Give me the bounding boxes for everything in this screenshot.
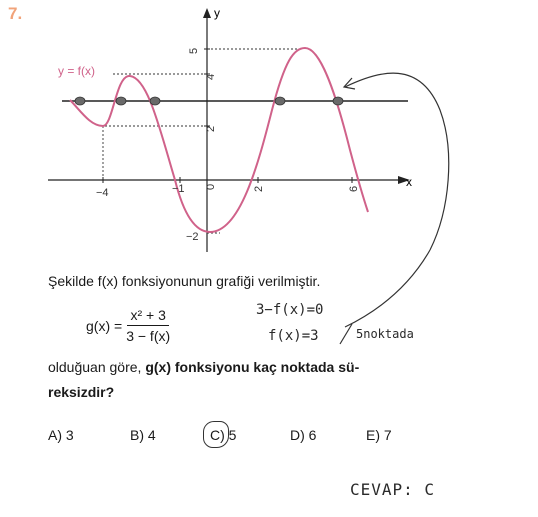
handwritten-note: 5noktada — [356, 327, 414, 341]
x-tick-0: 0 — [205, 183, 217, 190]
g-definition — [86, 307, 170, 344]
handwritten-slash — [336, 322, 356, 346]
y-tick-2: 2 — [205, 125, 217, 132]
x-tick-2: 2 — [253, 185, 265, 192]
x-tick-6: 6 — [348, 185, 360, 192]
y-tick-minus2: −2 — [186, 231, 199, 243]
g-fraction — [126, 307, 170, 344]
x-axis-label: x — [406, 175, 412, 189]
g-denominator: 3 − f(x) — [126, 328, 171, 344]
option-c[interactable]: C) 5 — [210, 427, 237, 443]
question-number: 7. — [8, 4, 23, 23]
prompt-line-1 — [48, 359, 359, 375]
g-numerator: x² + 3 — [127, 307, 168, 326]
handwritten-answer: CEVAP: C — [350, 480, 436, 499]
option-e[interactable]: E) 7 — [366, 427, 392, 443]
y-tick-5: 5 — [188, 47, 200, 54]
option-d[interactable]: D) 6 — [290, 427, 317, 443]
x-tick-minus4: −4 — [96, 187, 109, 199]
prompt-plain: olduğuan göre, — [48, 359, 146, 375]
g-lhs: g(x) = — [86, 317, 123, 334]
option-a[interactable]: A) 3 — [48, 427, 74, 443]
prompt-line-2: reksizdir? — [48, 384, 115, 400]
y-tick-4: 4 — [205, 73, 217, 80]
handwritten-eq2: f(x)=3 — [268, 328, 319, 344]
option-b[interactable]: B) 4 — [130, 427, 156, 443]
handwritten-eq1: 3−f(x)=0 — [256, 302, 324, 318]
x-tick-minus1: −1 — [172, 183, 185, 195]
y-axis-label: y — [214, 6, 220, 20]
statement: Şekilde f(x) fonksiyonunun grafiği verilmiştir. — [48, 273, 321, 289]
prompt-bold-1: g(x) fonksiyonu kaç noktada sü- — [145, 359, 360, 375]
curve-label: y = f(x) — [58, 64, 96, 78]
